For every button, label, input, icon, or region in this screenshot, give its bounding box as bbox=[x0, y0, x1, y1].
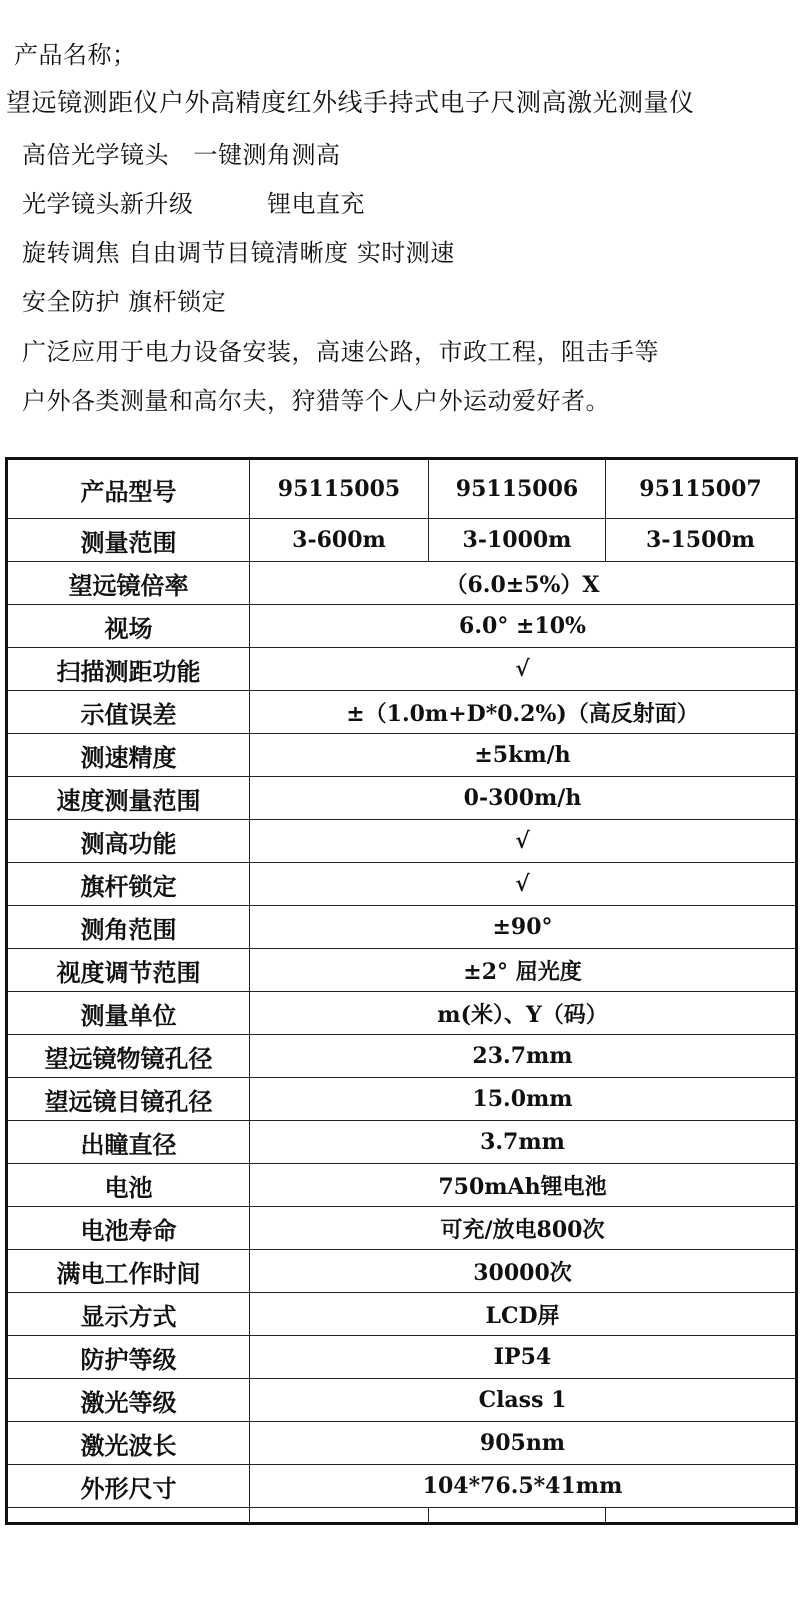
spec-row bbox=[7, 1207, 797, 1250]
spec-value: m(米）、Y（码） bbox=[250, 992, 797, 1035]
product-name-heading: 产品名称； bbox=[14, 41, 137, 69]
spec-value: 750mAh锂电池 bbox=[250, 1164, 797, 1207]
spec-label: 产品型号 bbox=[7, 459, 250, 519]
spec-value: 6.0° ±10% bbox=[250, 605, 797, 648]
spec-label: 速度测量范围 bbox=[7, 777, 250, 820]
model-number: 95115007 bbox=[606, 459, 797, 519]
spec-value: 3-600m bbox=[250, 519, 429, 562]
table-cutoff-row bbox=[7, 1508, 797, 1524]
spec-label: 满电工作时间 bbox=[7, 1250, 250, 1293]
model-number: 95115006 bbox=[429, 459, 606, 519]
spec-value: ±5km/h bbox=[250, 734, 797, 777]
spec-row bbox=[7, 562, 797, 605]
spec-label: 电池寿命 bbox=[7, 1207, 250, 1250]
feature-line: 旋转调焦 自由调节目镜清晰度 实时测速 bbox=[22, 239, 455, 267]
spec-value: 104*76.5*41mm bbox=[250, 1465, 797, 1508]
spec-value: 3-1500m bbox=[606, 519, 797, 562]
table-cell bbox=[7, 1508, 250, 1524]
spec-row bbox=[7, 691, 797, 734]
spec-header-row bbox=[7, 459, 797, 519]
application-line: 广泛应用于电力设备安装，高速公路，市政工程，阻击手等 bbox=[22, 338, 659, 366]
spec-label: 测角范围 bbox=[7, 906, 250, 949]
table-cell bbox=[429, 1508, 606, 1524]
product-description bbox=[0, 0, 800, 460]
spec-row bbox=[7, 1379, 797, 1422]
spec-value: （6.0±5%）X bbox=[250, 562, 797, 605]
spec-label: 测速精度 bbox=[7, 734, 250, 777]
spec-row bbox=[7, 1422, 797, 1465]
application-line: 户外各类测量和高尔夫，狩猎等个人户外运动爱好者。 bbox=[22, 387, 610, 415]
spec-value: 0-300m/h bbox=[250, 777, 797, 820]
table-cell bbox=[250, 1508, 429, 1524]
spec-label: 扫描测距功能 bbox=[7, 648, 250, 691]
spec-value: 905nm bbox=[250, 1422, 797, 1465]
feature-line: 安全防护 旗杆锁定 bbox=[22, 288, 227, 316]
spec-row-range bbox=[7, 519, 797, 562]
feature-line: 光学镜头新升级 锂电直充 bbox=[22, 190, 365, 218]
spec-row bbox=[7, 734, 797, 777]
check-mark-icon: √ bbox=[250, 820, 797, 863]
spec-label: 出瞳直径 bbox=[7, 1121, 250, 1164]
spec-row bbox=[7, 949, 797, 992]
spec-row bbox=[7, 1078, 797, 1121]
spec-row bbox=[7, 1465, 797, 1508]
spec-label: 电池 bbox=[7, 1164, 250, 1207]
check-mark-icon: √ bbox=[250, 863, 797, 906]
spec-label: 视度调节范围 bbox=[7, 949, 250, 992]
spec-row bbox=[7, 1336, 797, 1379]
product-name: 望远镜测距仪户外高精度红外线手持式电子尺测高激光测量仪 bbox=[6, 88, 695, 117]
spec-value: LCD屏 bbox=[250, 1293, 797, 1336]
spec-row bbox=[7, 863, 797, 906]
spec-value: ±2° 屈光度 bbox=[250, 949, 797, 992]
spec-value: 15.0mm bbox=[250, 1078, 797, 1121]
table-cell bbox=[606, 1508, 797, 1524]
spec-value: 23.7mm bbox=[250, 1035, 797, 1078]
spec-row bbox=[7, 777, 797, 820]
model-number: 95115005 bbox=[250, 459, 429, 519]
spec-row bbox=[7, 1121, 797, 1164]
spec-row bbox=[7, 1293, 797, 1336]
spec-label: 望远镜倍率 bbox=[7, 562, 250, 605]
spec-value: 30000次 bbox=[250, 1250, 797, 1293]
spec-label: 显示方式 bbox=[7, 1293, 250, 1336]
spec-row bbox=[7, 820, 797, 863]
spec-table bbox=[5, 457, 798, 1525]
spec-value: 3-1000m bbox=[429, 519, 606, 562]
spec-value: ±（1.0m+D*0.2%)（高反射面） bbox=[250, 691, 797, 734]
spec-value: Class 1 bbox=[250, 1379, 797, 1422]
spec-value: 3.7mm bbox=[250, 1121, 797, 1164]
spec-label: 测量单位 bbox=[7, 992, 250, 1035]
feature-line: 高倍光学镜头 一键测角测高 bbox=[22, 141, 341, 169]
spec-value: 可充/放电800次 bbox=[250, 1207, 797, 1250]
spec-label: 外形尺寸 bbox=[7, 1465, 250, 1508]
spec-row bbox=[7, 992, 797, 1035]
spec-row bbox=[7, 605, 797, 648]
spec-label: 测量范围 bbox=[7, 519, 250, 562]
spec-label: 旗杆锁定 bbox=[7, 863, 250, 906]
spec-row bbox=[7, 648, 797, 691]
spec-label: 防护等级 bbox=[7, 1336, 250, 1379]
spec-label: 视场 bbox=[7, 605, 250, 648]
spec-row bbox=[7, 906, 797, 949]
spec-label: 望远镜目镜孔径 bbox=[7, 1078, 250, 1121]
spec-label: 激光等级 bbox=[7, 1379, 250, 1422]
spec-row bbox=[7, 1035, 797, 1078]
spec-row bbox=[7, 1164, 797, 1207]
spec-value: IP54 bbox=[250, 1336, 797, 1379]
spec-label: 望远镜物镜孔径 bbox=[7, 1035, 250, 1078]
spec-label: 示值误差 bbox=[7, 691, 250, 734]
spec-label: 测高功能 bbox=[7, 820, 250, 863]
spec-row bbox=[7, 1250, 797, 1293]
spec-value: ±90° bbox=[250, 906, 797, 949]
check-mark-icon: √ bbox=[250, 648, 797, 691]
spec-label: 激光波长 bbox=[7, 1422, 250, 1465]
